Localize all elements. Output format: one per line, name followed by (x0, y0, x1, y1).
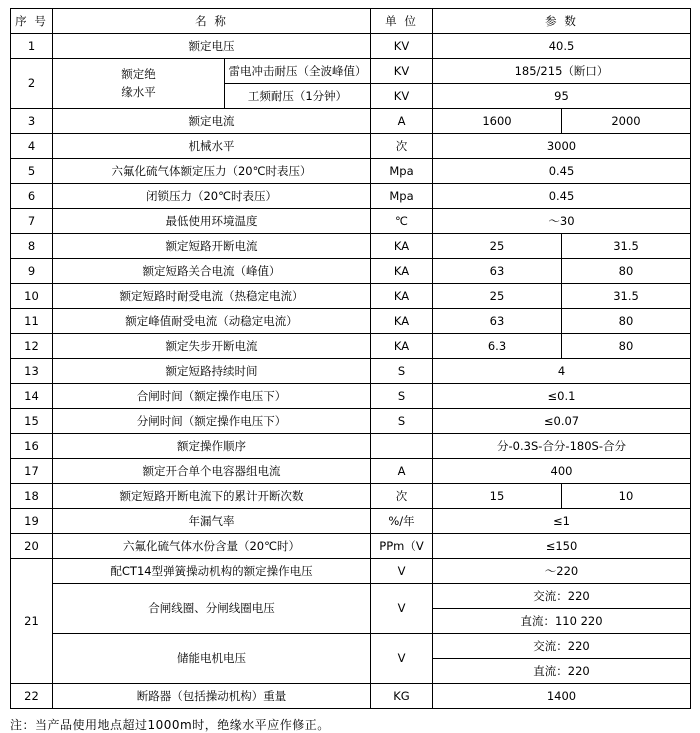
table-row (11, 134, 691, 159)
table-row (11, 34, 691, 59)
row-no: 16 (11, 434, 53, 459)
row-no: 2 (11, 59, 53, 109)
row-name: 额定短路持续时间 (53, 359, 371, 384)
row-value-ac: 交流：220 (433, 634, 691, 659)
row-name: 合闸时间（额定操作电压下） (53, 384, 371, 409)
row-value: ≤1 (433, 509, 691, 534)
header-unit: 单 位 (371, 9, 433, 34)
table-row (11, 684, 691, 709)
row-name: 额定短路时耐受电流（热稳定电流） (53, 284, 371, 309)
row-no: 19 (11, 509, 53, 534)
table-row (11, 334, 691, 359)
table-row (11, 59, 691, 84)
row-value: 95 (433, 84, 691, 109)
row-no: 13 (11, 359, 53, 384)
row-value-left: 25 (433, 234, 562, 259)
row-value-ac: 交流：220 (433, 584, 691, 609)
row-no: 11 (11, 309, 53, 334)
row-no: 22 (11, 684, 53, 709)
table-row (11, 309, 691, 334)
row-value-dc: 直流：110 220 (433, 609, 691, 634)
row-unit: V (371, 584, 433, 634)
row-value: ≤150 (433, 534, 691, 559)
row-value: 4 (433, 359, 691, 384)
row-value-right: 31.5 (562, 234, 691, 259)
row-subname: 储能电机电压 (53, 634, 371, 684)
row-name: 额定失步开断电流 (53, 334, 371, 359)
table-row (11, 234, 691, 259)
row-unit: %/年 (371, 509, 433, 534)
row-no: 21 (11, 559, 53, 684)
row-value-right: 31.5 (562, 284, 691, 309)
row-no: 10 (11, 284, 53, 309)
row-name: 额定操作顺序 (53, 434, 371, 459)
row-no: 9 (11, 259, 53, 284)
header-value: 参 数 (433, 9, 691, 34)
row-name: 额定短路开断电流下的累计开断次数 (53, 484, 371, 509)
row-no: 8 (11, 234, 53, 259)
row-unit: V (371, 634, 433, 684)
row-value-right: 80 (562, 334, 691, 359)
specification-table (10, 8, 691, 709)
row-no: 18 (11, 484, 53, 509)
table-row (11, 509, 691, 534)
row-no: 1 (11, 34, 53, 59)
row-unit: KG (371, 684, 433, 709)
row-no: 7 (11, 209, 53, 234)
header-name: 名 称 (53, 9, 371, 34)
row-unit (371, 434, 433, 459)
table-row (11, 259, 691, 284)
row-name: 年漏气率 (53, 509, 371, 534)
row-name: 额定短路关合电流（峰值） (53, 259, 371, 284)
footnote: 注：当产品使用地点超过1000m时，绝缘水平应作修正。 (10, 718, 330, 732)
row-value: 400 (433, 459, 691, 484)
row-name: 机械水平 (53, 134, 371, 159)
table-row (11, 284, 691, 309)
row-name: 额定短路开断电流 (53, 234, 371, 259)
row-subname: 合闸线圈、分闸线圈电压 (53, 584, 371, 634)
row-unit: A (371, 459, 433, 484)
row-unit: S (371, 359, 433, 384)
row-unit: KA (371, 309, 433, 334)
row-value-right: 80 (562, 309, 691, 334)
row-unit: KA (371, 259, 433, 284)
row-unit: Mpa (371, 184, 433, 209)
row-subname: 工频耐压（1分钟） (225, 84, 371, 109)
row-value-left: 1600 (433, 109, 562, 134)
row-name: 额定开合单个电容器组电流 (53, 459, 371, 484)
row-unit: 次 (371, 484, 433, 509)
row-name: 六氟化硫气体水份含量（20℃时） (53, 534, 371, 559)
row-value-left: 15 (433, 484, 562, 509)
row-unit: KV (371, 59, 433, 84)
row-value: ～220 (433, 559, 691, 584)
row-unit: KA (371, 334, 433, 359)
row-value: 1400 (433, 684, 691, 709)
row-no: 17 (11, 459, 53, 484)
row-unit: ℃ (371, 209, 433, 234)
row-name: 断路器（包括操动机构）重量 (53, 684, 371, 709)
row-no: 15 (11, 409, 53, 434)
row-subname: 雷电冲击耐压（全波峰值） (225, 59, 371, 84)
row-value-dc: 直流：220 (433, 659, 691, 684)
row-value: 185/215（断口） (433, 59, 691, 84)
row-value: 0.45 (433, 184, 691, 209)
row-unit: V (371, 559, 433, 584)
table-row (11, 184, 691, 209)
row-no: 14 (11, 384, 53, 409)
row-value-right: 80 (562, 259, 691, 284)
row-name: 额定电压 (53, 34, 371, 59)
row-name: 额定峰值耐受电流（动稳定电流） (53, 309, 371, 334)
row-no: 12 (11, 334, 53, 359)
table-row (11, 109, 691, 134)
row-name: 额定电流 (53, 109, 371, 134)
row-value: ≤0.1 (433, 384, 691, 409)
row-name: 分闸时间（额定操作电压下） (53, 409, 371, 434)
row-value-left: 63 (433, 259, 562, 284)
row-unit: S (371, 409, 433, 434)
table-row (11, 459, 691, 484)
row-no: 6 (11, 184, 53, 209)
row-subname: 配CT14型弹簧操动机构的额定操作电压 (53, 559, 371, 584)
row-value-left: 25 (433, 284, 562, 309)
row-unit: PPm（V (371, 534, 433, 559)
table-header-row (11, 9, 691, 34)
row-no: 4 (11, 134, 53, 159)
row-no: 20 (11, 534, 53, 559)
row-unit: KV (371, 34, 433, 59)
table-row (11, 409, 691, 434)
row-name: 闭锁压力（20℃时表压） (53, 184, 371, 209)
row-name: 六氟化硫气体额定压力（20℃时表压） (53, 159, 371, 184)
row-value-right: 2000 (562, 109, 691, 134)
table-row (11, 559, 691, 584)
row-value: 分-0.3S-合分-180S-合分 (433, 434, 691, 459)
table-row (11, 384, 691, 409)
row-no: 3 (11, 109, 53, 134)
table-row (11, 209, 691, 234)
row-name: 额定绝 缘水平 (53, 59, 225, 109)
row-value: 40.5 (433, 34, 691, 59)
row-unit: KA (371, 284, 433, 309)
row-value-right: 10 (562, 484, 691, 509)
table-row (11, 159, 691, 184)
header-no: 序 号 (11, 9, 53, 34)
row-unit: Mpa (371, 159, 433, 184)
table-row (11, 434, 691, 459)
row-value: 0.45 (433, 159, 691, 184)
table-row (11, 634, 691, 659)
row-unit: A (371, 109, 433, 134)
table-row (11, 534, 691, 559)
row-value-left: 6.3 (433, 334, 562, 359)
table-row (11, 584, 691, 609)
row-unit: 次 (371, 134, 433, 159)
row-value-left: 63 (433, 309, 562, 334)
row-name: 最低使用环境温度 (53, 209, 371, 234)
row-unit: S (371, 384, 433, 409)
row-value: ≤0.07 (433, 409, 691, 434)
table-row (11, 484, 691, 509)
row-no: 5 (11, 159, 53, 184)
row-value: ～30 (433, 209, 691, 234)
row-unit: KV (371, 84, 433, 109)
row-value: 3000 (433, 134, 691, 159)
table-row (11, 359, 691, 384)
row-unit: KA (371, 234, 433, 259)
